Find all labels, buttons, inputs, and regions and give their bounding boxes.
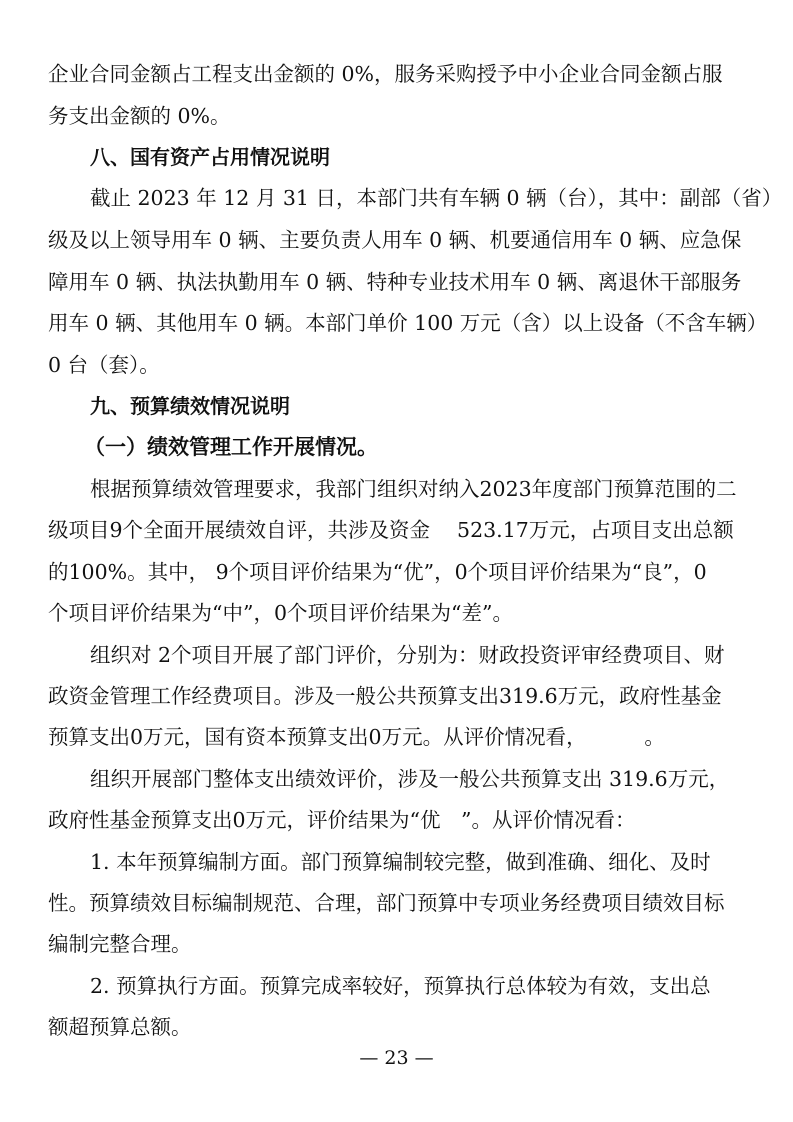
- paragraph-line: 组织对 2个项目开展了部门评价，分别为：财政投资评审经费项目、财: [90, 643, 725, 667]
- paragraph-line: 截止 2023 年 12 月 31 日，本部门共有车辆 0 辆（台），其中：副部（省）: [90, 186, 783, 210]
- paragraph-line: 的100%。其中， 9个项目评价结果为“优”，0个项目评价结果为“良”，0: [48, 560, 707, 584]
- paragraph-line: 1. 本年预算编制方面。部门预算编制较完整，做到准确、细化、及时: [90, 850, 711, 874]
- section-heading: 八、国有资产占用情况说明: [90, 145, 330, 169]
- paragraph-line: 预算支出0万元，国有资本预算支出0万元。从评价情况看， 。: [48, 725, 665, 749]
- paragraph-line: 性。预算绩效目标编制规范、合理，部门预算中专项业务经费项目绩效目标: [48, 891, 725, 915]
- paragraph-line: 编制完整合理。: [48, 932, 192, 956]
- paragraph-line: 务支出金额的 0%。: [48, 104, 231, 128]
- paragraph-line: 2. 预算执行方面。预算完成率较好，预算执行总体较为有效，支出总: [90, 974, 711, 998]
- page-number: — 23 —: [359, 1047, 434, 1069]
- paragraph-line: 额超预算总额。: [48, 1015, 192, 1039]
- paragraph-line: 个项目评价结果为“中”，0个项目评价结果为“差”。: [48, 601, 513, 625]
- section-heading: 九、预算绩效情况说明: [90, 394, 290, 418]
- subsection-heading: （一）绩效管理工作开展情况。: [84, 435, 378, 459]
- paragraph-line: 政资金管理工作经费项目。涉及一般公共预算支出319.6万元，政府性基金: [48, 684, 722, 708]
- paragraph-line: 根据预算绩效管理要求，我部门组织对纳入2023年度部门预算范围的二: [90, 477, 737, 501]
- paragraph-line: 用车 0 辆、其他用车 0 辆。本部门单价 100 万元（含）以上设备（不含车辆）: [48, 311, 768, 335]
- paragraph-line: 级及以上领导用车 0 辆、主要负责人用车 0 辆、机要通信用车 0 辆、应急保: [48, 228, 742, 252]
- paragraph-line: 企业合同金额占工程支出金额的 0%，服务采购授予中小企业合同金额占服: [48, 62, 723, 86]
- paragraph-line: 级项目9个全面开展绩效自评，共涉及资金 523.17万元，占项目支出总额: [48, 518, 734, 542]
- paragraph-line: 障用车 0 辆、执法执勤用车 0 辆、特种专业技术用车 0 辆、离退休干部服务: [48, 270, 742, 294]
- paragraph-line: 组织开展部门整体支出绩效评价，涉及一般公共预算支出 319.6万元，: [90, 767, 730, 791]
- paragraph-line: 政府性基金预算支出0万元，评价结果为“优 ”。从评价情况看：: [48, 808, 636, 832]
- paragraph-line: 0 台（套）。: [48, 353, 160, 377]
